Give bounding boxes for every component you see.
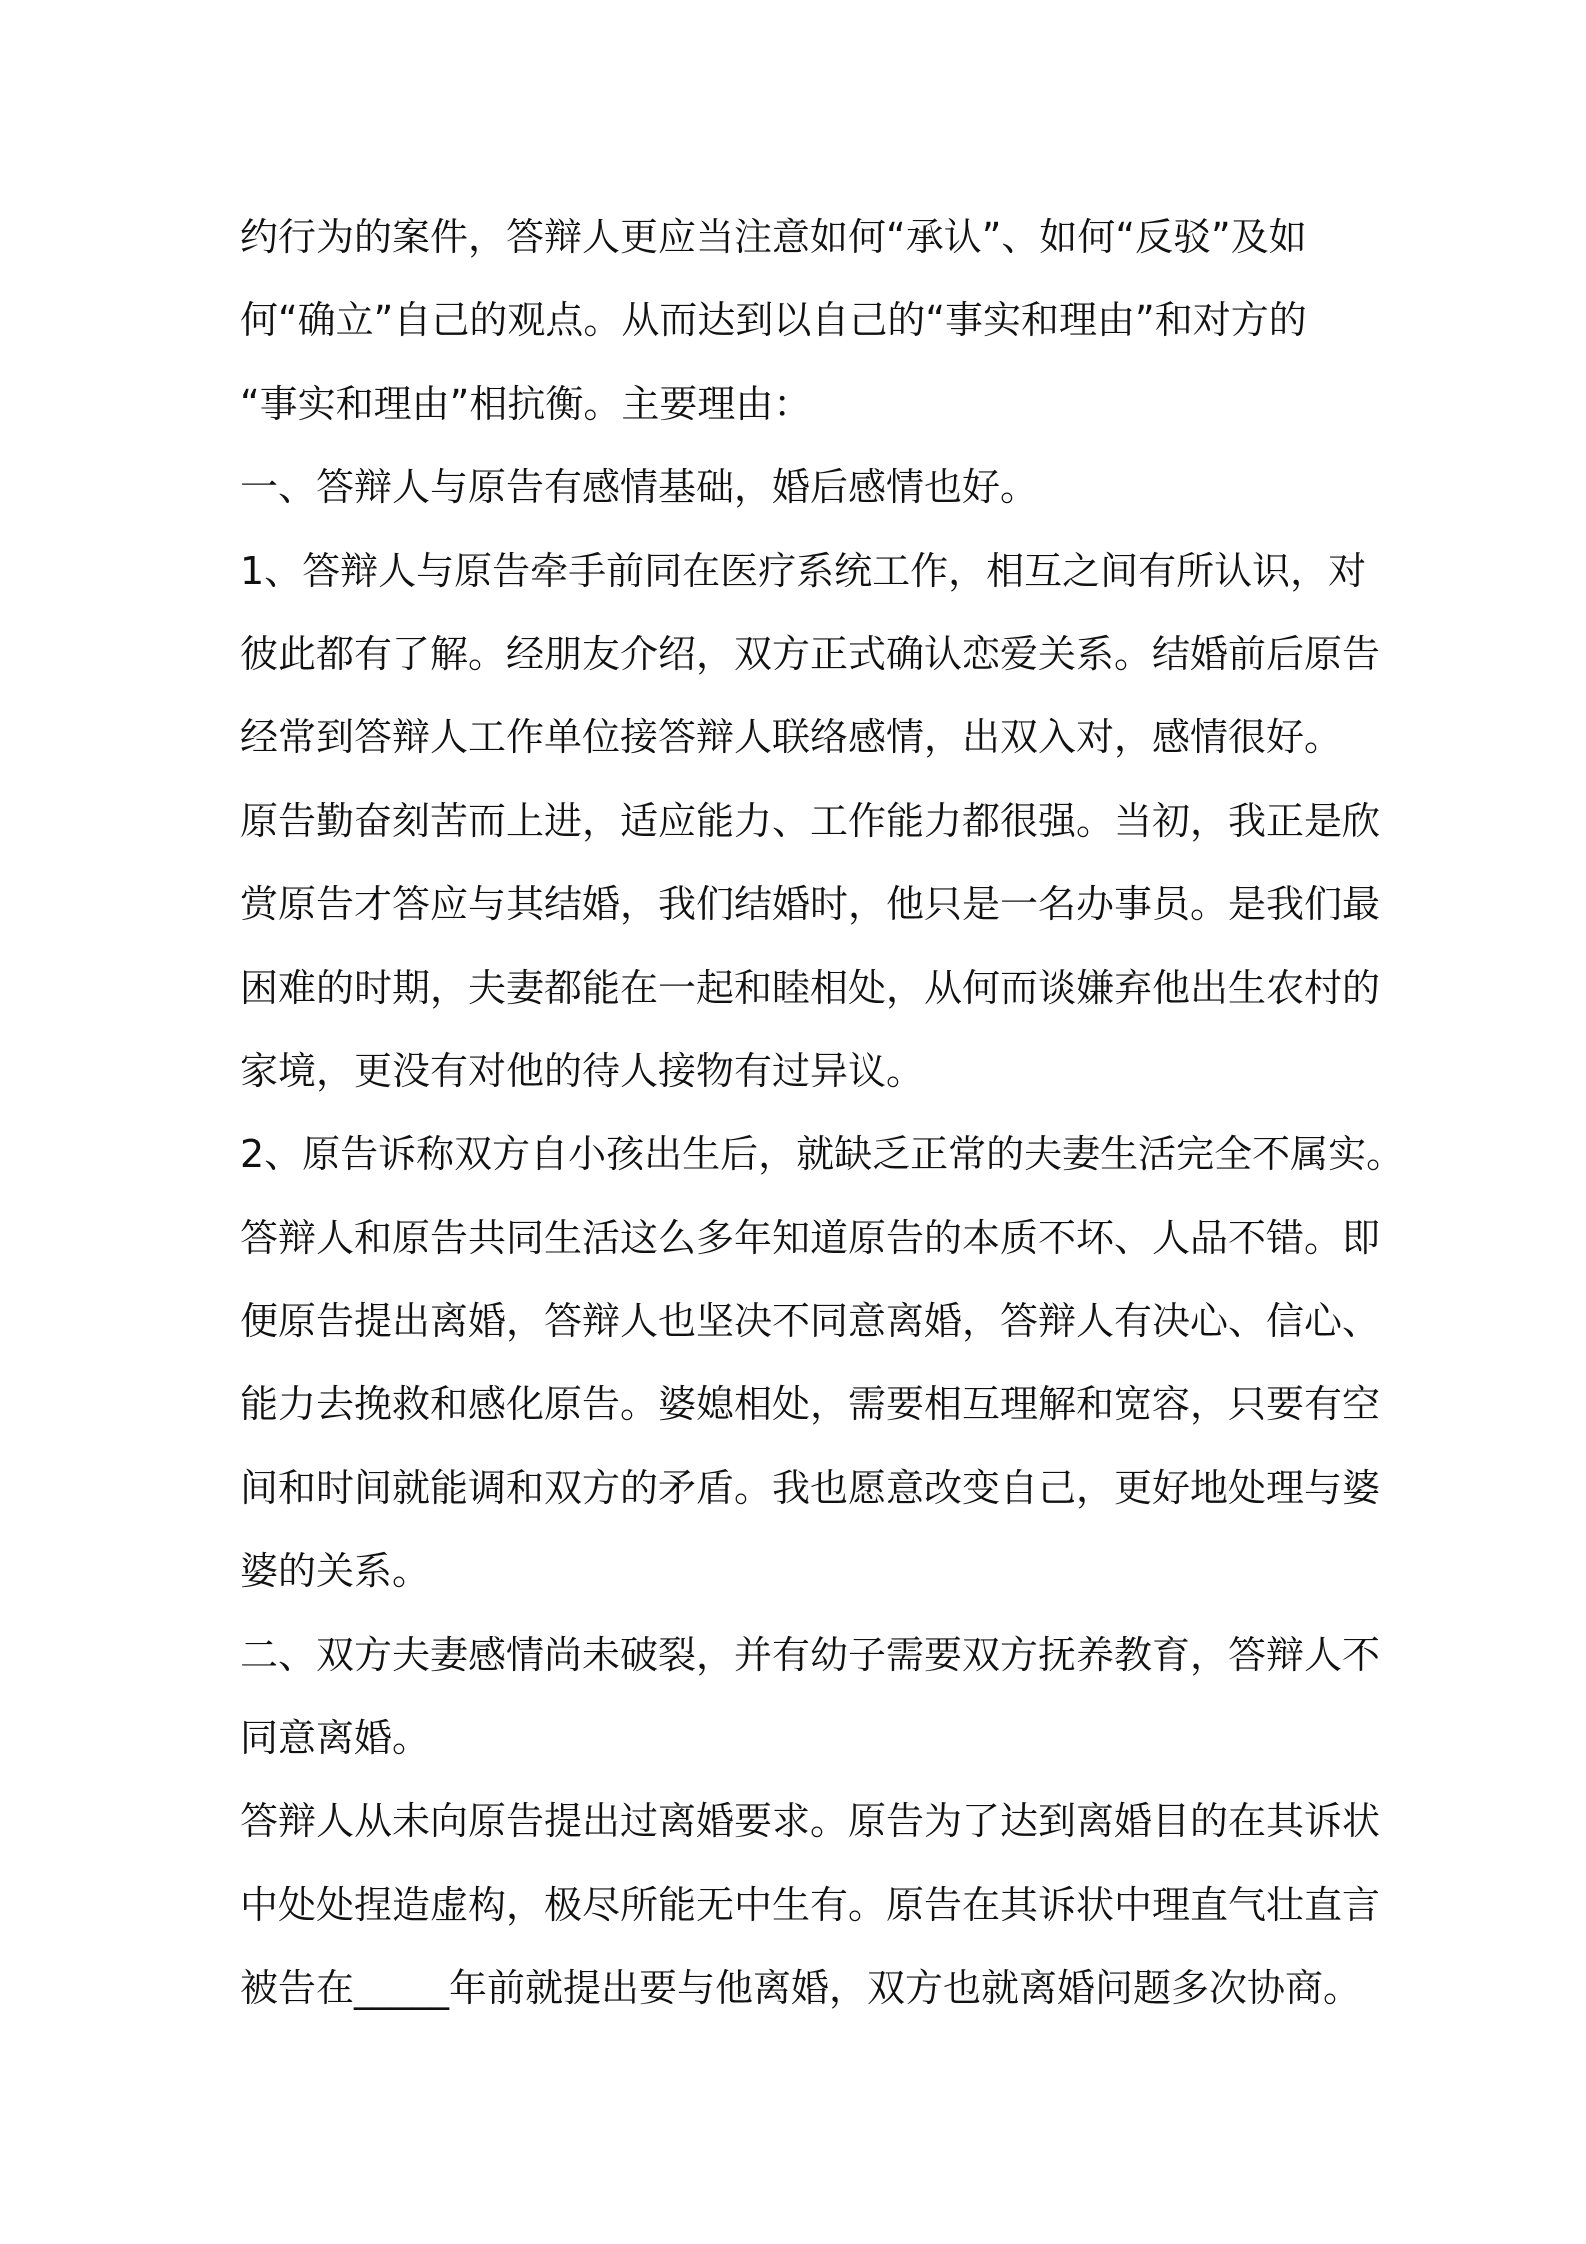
- text-line: 困难的时期，夫妻都能在一起和睦相处，从何而谈嫌弃他出生农村的: [240, 965, 1381, 1010]
- text-line: 能力去挽救和感化原告。婆媳相处，需要相互理解和宽容，只要有空: [240, 1382, 1381, 1427]
- text-line: 中处处捏造虚构，极尽所能无中生有。原告在其诉状中理直气壮直言: [240, 1882, 1381, 1927]
- text-line: 原告勤奋刻苦而上进，适应能力、工作能力都很强。当初，我正是欣: [240, 798, 1381, 843]
- text-line: 1、答辩人与原告牵手前同在医疗系统工作，相互之间有所认识，对: [240, 548, 1367, 593]
- text-line: 彼此都有了解。经朋友介绍，双方正式确认恋爱关系。结婚前后原告: [240, 631, 1381, 676]
- section-heading: 同意离婚。: [240, 1716, 431, 1761]
- text-line: 何“确立”自己的观点。从而达到以自己的“事实和理由”和对方的: [240, 298, 1307, 343]
- text-line: 经常到答辩人工作单位接答辩人联络感情，出双入对，感情很好。: [240, 715, 1343, 760]
- section-heading: 一、答辩人与原告有感情基础，婚后感情也好。: [240, 465, 1039, 510]
- text-line: 家境，更没有对他的待人接物有过异议。: [240, 1048, 925, 1093]
- text-line: 约行为的案件，答辩人更应当注意如何“承认”、如何“反驳”及如: [240, 215, 1307, 259]
- text-line: 答辩人从未向原告提出过离婚要求。原告为了达到离婚目的在其诉状: [240, 1799, 1381, 1844]
- document-body: [240, 196, 1405, 2031]
- text-line: 婆的关系。: [240, 1549, 431, 1594]
- text-line: 答辩人和原告共同生活这么多年知道原告的本质不坏、人品不错。即: [240, 1215, 1381, 1260]
- section-heading: 二、双方夫妻感情尚未破裂，并有幼子需要双方抚养教育，答辩人不: [240, 1632, 1381, 1677]
- text-line: 便原告提出离婚，答辩人也坚决不同意离婚，答辩人有决心、信心、: [240, 1299, 1381, 1344]
- text-line: “事实和理由”相抗衡。主要理由：: [240, 381, 812, 426]
- text-line: 间和时间就能调和双方的矛盾。我也愿意改变自己，更好地处理与婆: [240, 1465, 1381, 1510]
- text-line: 被告在_____年前就提出要与他离婚，双方也就离婚问题多次协商。: [240, 1966, 1362, 2011]
- text-line: 赏原告才答应与其结婚，我们结婚时，他只是一名办事员。是我们最: [240, 882, 1381, 927]
- text-line: 2、原告诉称双方自小孩出生后，就缺乏正常的夫妻生活完全不属实。: [240, 1132, 1405, 1177]
